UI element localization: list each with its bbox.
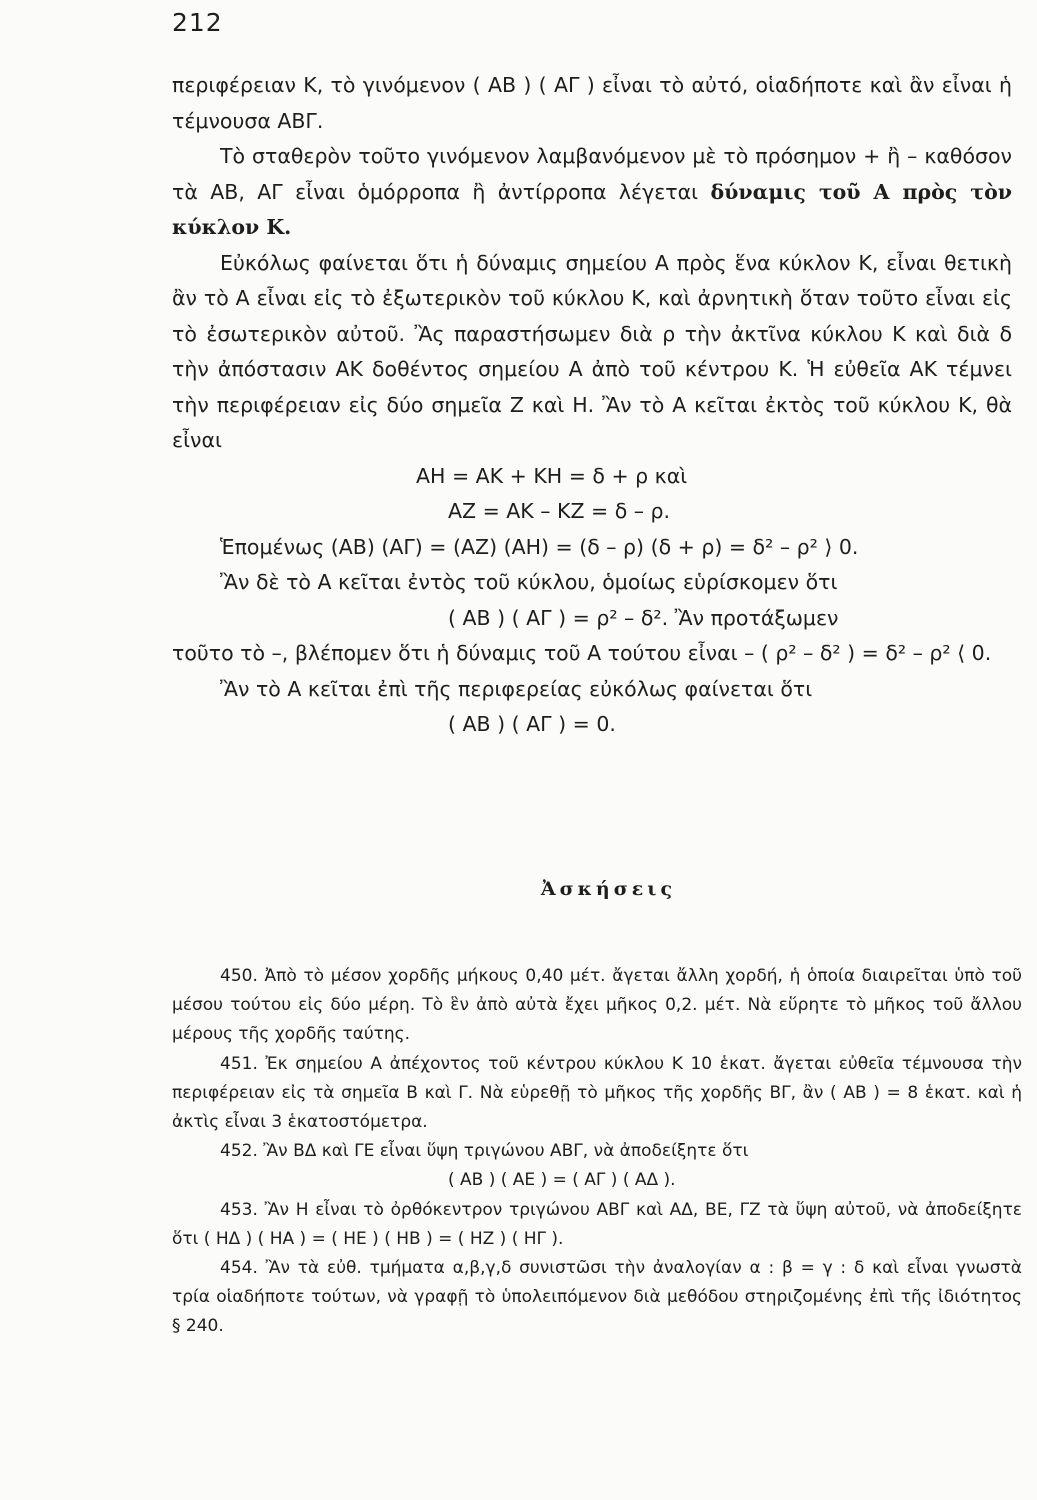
exercise-452-equation: ( ΑΒ ) ( ΑΕ ) = ( ΑΓ ) ( ΑΔ ).: [448, 1170, 676, 1191]
definition-term: δύναμις τοῦ Α πρὸς τὸν κύκλον Κ.: [172, 179, 1012, 239]
paragraph-5-line-1: Ἂν δὲ τὸ Α κεῖται ἐντὸς τοῦ κύκλου, ὁμοίως εὑρίσκομεν ὅτι: [220, 570, 838, 594]
section-heading: Ἀσκήσεις: [540, 878, 677, 900]
paragraph-4: Ἑπομένως (ΑΒ) (ΑΓ) = (ΑΖ) (ΑΗ) = (δ – ρ) (δ + ρ) = δ² – ρ² ⟩ 0.: [220, 534, 859, 559]
exercise-451: 451. Ἐκ σημείου Α ἀπέχοντος τοῦ κέντρου κύκλου Κ 10 ἑκατ. ἄγεται εὐθεῖα τέμνουσα τὴν περιφέρειαν εἰς τὰ σημεῖα Β καὶ Γ. Νὰ εὑρεθῇ τὸ μῆκος τῆς χορδῆς ΒΓ, ἂν ( ΑΒ ) = 8 ἑκατ. καὶ ἡ ἀκτὶς εἶναι 3 ἑκατοστόμετρα.: [172, 1053, 1022, 1133]
exercise-450: 450. Ἀπὸ τὸ μέσον χορδῆς μήκους 0,40 μέτ. ἄγεται ἄλλη χορδή, ἡ ὁποία διαιρεῖται ὑπὸ τοῦ μέσου τούτου εἰς δύο μέρη. Τὸ ἓν ἀπὸ αὐτὰ ἔχει μῆκος 0,2. μέτ. Νὰ εὕρητε τὸ μῆκος τοῦ ἄλλου μέρους τῆς χορδῆς ταύτης.: [172, 966, 1022, 1045]
paragraph-5-line-2: ( ΑΒ ) ( ΑΓ ) = ρ² – δ². Ἂν προτάξωμεν: [448, 605, 839, 630]
page-number: 212: [172, 8, 223, 37]
exercises-list: [172, 962, 1022, 1342]
paragraph-1: περιφέρειαν Κ, τὸ γινόμενον ( ΑΒ ) ( ΑΓ ) εἶναι τὸ αὐτό, οἱαδήποτε καὶ ἂν εἶναι ἡ τέμνουσα ΑΒΓ.: [172, 73, 1012, 133]
equation-1: ΑΗ = ΑΚ + ΚΗ = δ + ρ καὶ: [416, 463, 688, 488]
main-text: [172, 68, 1012, 743]
paragraph-5-line-3: τοῦτο τὸ –, βλέπομεν ὅτι ἡ δύναμις τοῦ Α τούτου εἶναι – ( ρ² – δ² ) = δ² – ρ² ⟨ 0.: [172, 641, 992, 665]
paragraph-6: Ἂν τὸ Α κεῖται ἐπὶ τῆς περιφερείας εὐκόλως φαίνεται ὅτι: [220, 676, 813, 701]
paragraph-3: Εὐκόλως φαίνεται ὅτι ἡ δύναμις σημείου Α πρὸς ἕνα κύκλον Κ, εἶναι θετικὴ ἂν τὸ Α εἶναι εἰς τὸ ἐξωτερικὸν τοῦ κύκλου Κ, καὶ ἀρνητικὴ ὅταν τοῦτο εἶναι εἰς τὸ ἐσωτερικὸν αὐτοῦ. Ἂς παραστήσωμεν διὰ ρ τὴν ἀκτῖνα κύκλου Κ καὶ διὰ δ τὴν ἀπόστασιν ΑΚ δοθέντος σημείου Α ἀπὸ τοῦ κέντρου Κ. Ἡ εὐθεῖα ΑΚ τέμνει τὴν περιφέρειαν εἰς δύο σημεῖα Ζ καὶ Η. Ἂν τὸ Α κεῖται ἐκτὸς τοῦ κύκλου Κ, θὰ εἶναι: [172, 250, 1012, 452]
exercise-454: 454. Ἂν τὰ εὐθ. τμήματα α,β,γ,δ συνιστῶσι τὴν ἀναλογίαν α : β = γ : δ καὶ εἶναι γνωστὰ τρία οἱαδήποτε τούτων, νὰ γραφῇ τὸ ὑπολειπόμενον διὰ μεθόδου στηριζομένης ἐπὶ τῆς ἰδιότητος § 240.: [172, 1258, 1022, 1337]
exercise-453: 453. Ἂν Η εἶναι τὸ ὀρθόκεντρον τριγώνου ΑΒΓ καὶ ΑΔ, ΒΕ, ΓΖ τὰ ὕψη αὐτοῦ, νὰ ἀποδείξητε ὅτι ( ΗΔ ) ( ΗΑ ) = ( ΗΕ ) ( ΗΒ ) = ( ΗΖ ) ( ΗΓ ).: [172, 1199, 1022, 1249]
paragraph-2: [172, 139, 1012, 246]
paragraph-2-text: Τὸ σταθερὸν τοῦτο γινόμενον λαμβανόμενον μὲ τὸ πρόσημον + ἢ – καθόσον τὰ ΑΒ, ΑΓ εἶναι ὁμόρροπα ἢ ἀντίρροπα λέγεται: [172, 144, 1012, 204]
equation-2: ΑΖ = ΑΚ – ΚΖ = δ – ρ.: [448, 499, 671, 523]
equation-3: ( ΑΒ ) ( ΑΓ ) = 0.: [448, 712, 616, 736]
exercise-452: 452. Ἂν ΒΔ καὶ ΓΕ εἶναι ὕψη τριγώνου ΑΒΓ, νὰ ἀποδείξητε ὅτι: [220, 1141, 749, 1162]
